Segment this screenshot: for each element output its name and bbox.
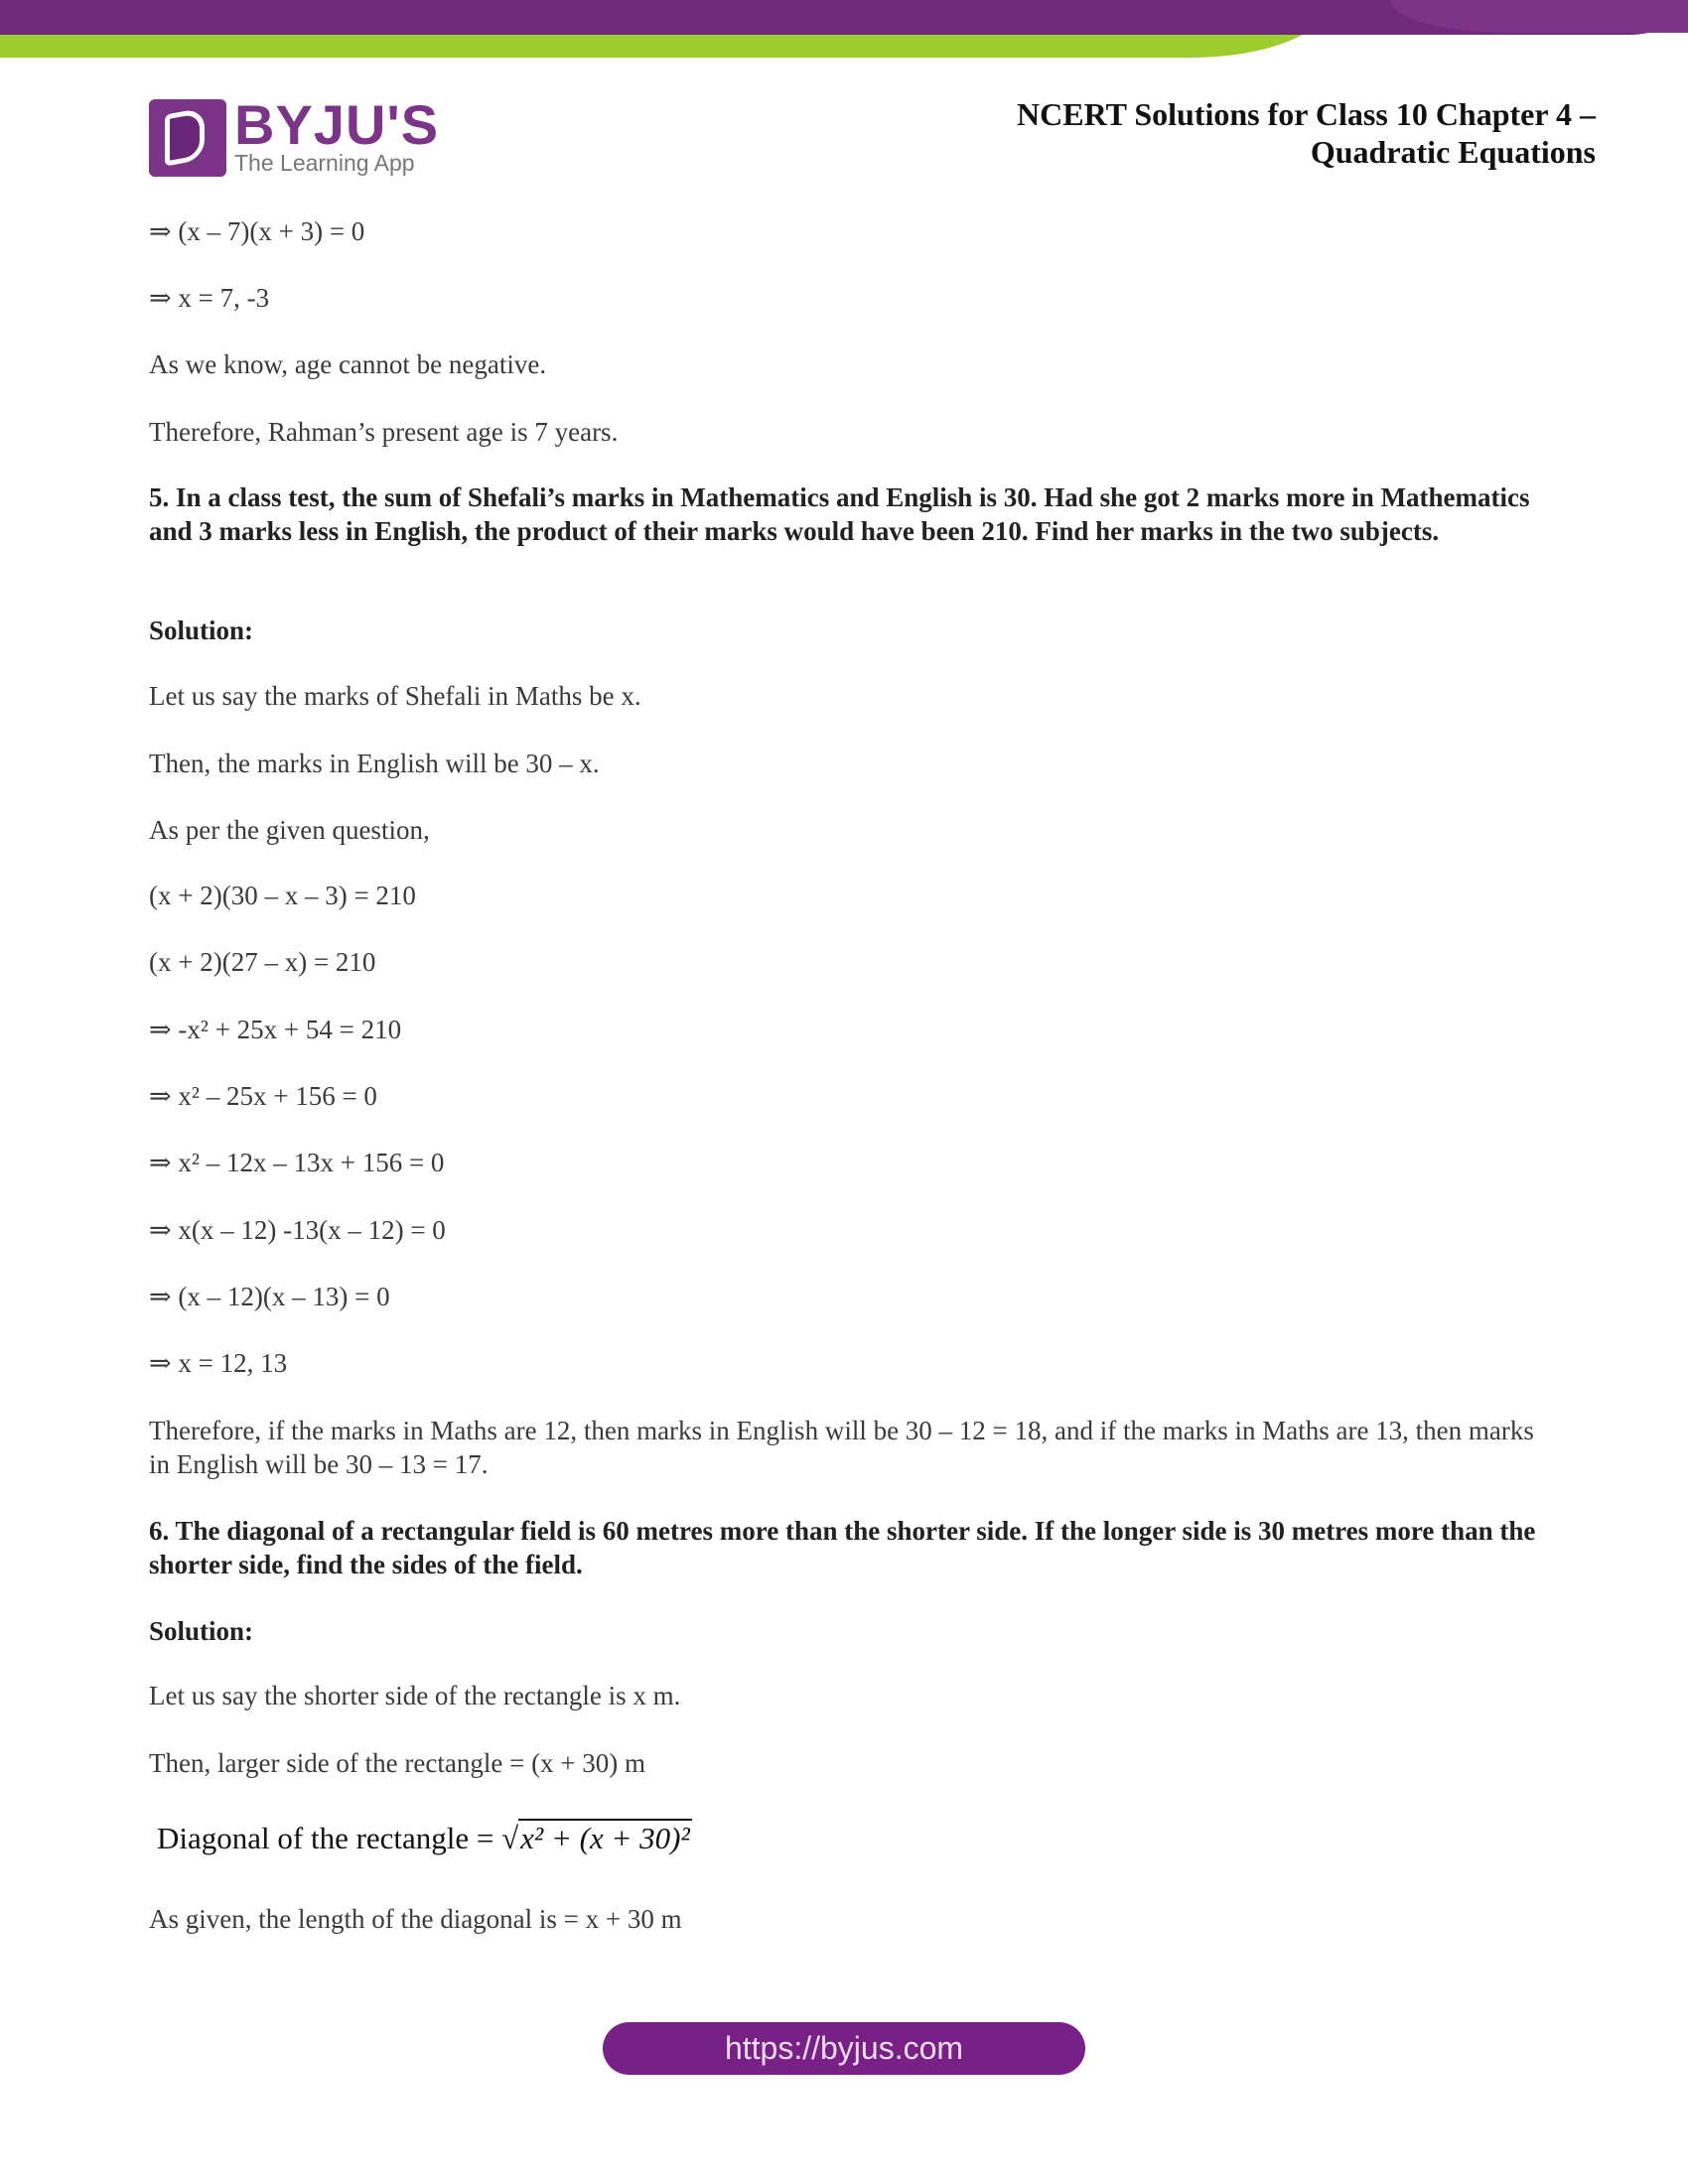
logo-tagline: The Learning App — [234, 150, 415, 176]
byjus-logo — [149, 93, 440, 177]
equation-line: ⇒ x(x – 12) -13(x – 12) = 0 — [149, 1215, 446, 1245]
equation-line: ⇒ (x – 12)(x – 13) = 0 — [149, 1282, 390, 1311]
equation-line: (x + 2)(30 – x – 3) = 210 — [149, 881, 416, 910]
text-line: As per the given question, — [149, 815, 430, 845]
text-line: As given, the length of the diagonal is = x + 30 m — [149, 1904, 682, 1934]
text-line: Therefore, Rahman’s present age is 7 years. — [149, 417, 619, 447]
title-line-2: Quadratic Equations — [1310, 134, 1596, 170]
text-line: As we know, age cannot be negative. — [149, 349, 547, 379]
title-line-1: NCERT Solutions for Class 10 Chapter 4 – — [1017, 96, 1596, 132]
logo-name: BYJU'S — [234, 93, 440, 156]
formula-label: Diagonal of the rectangle = — [157, 1821, 502, 1855]
conclusion-text: Therefore, if the marks in Maths are 12, then marks in English will be 30 – 12 = 18, and if the marks in Maths are 13, then marks in English will be 30 – 13 = 17. — [149, 1416, 1534, 1479]
equation-line: (x + 2)(27 – x) = 210 — [149, 947, 376, 977]
text-line: Let us say the marks of Shefali in Maths be x. — [149, 681, 641, 711]
solution-heading: Solution: — [149, 615, 254, 645]
logo-b-icon — [149, 99, 226, 177]
question-6: 6. The diagonal of a rectangular field is 60 metres more than the shorter side. If the longer side is 30 metres more than the shorter side, find the sides of the field. — [149, 1516, 1536, 1579]
equation-line: ⇒ x² – 25x + 156 = 0 — [149, 1081, 377, 1111]
solution-heading: Solution: — [149, 1616, 254, 1646]
equation-line: ⇒ x = 12, 13 — [149, 1348, 288, 1378]
equation-line: ⇒ x² – 12x – 13x + 156 = 0 — [149, 1148, 445, 1177]
equation-line: ⇒ x = 7, -3 — [149, 283, 270, 313]
question-5: 5. In a class test, the sum of Shefali’s marks in Mathematics and English is 30. Had she got 2 marks more in Mathematics and 3 marks less in English, the product of their marks would have been 210. Find her marks in the two subjects. — [149, 482, 1530, 546]
document-title — [1017, 95, 1596, 171]
footer-url-button[interactable] — [603, 2022, 1085, 2075]
sqrt-symbol: √ — [501, 1821, 519, 1855]
text-line: Then, the marks in English will be 30 – x. — [149, 749, 600, 778]
text-line: Then, larger side of the rectangle = (x + 30) m — [149, 1748, 646, 1778]
formula-radicand: x² + (x + 30)² — [520, 1821, 690, 1855]
equation-line: ⇒ -x² + 25x + 54 = 210 — [149, 1015, 402, 1044]
text-line: Let us say the shorter side of the rectangle is x m. — [149, 1681, 681, 1710]
equation-line: ⇒ (x – 7)(x + 3) = 0 — [149, 216, 365, 246]
footer-url[interactable]: https://byjus.com — [724, 2030, 964, 2066]
diagonal-formula — [157, 1819, 692, 1856]
